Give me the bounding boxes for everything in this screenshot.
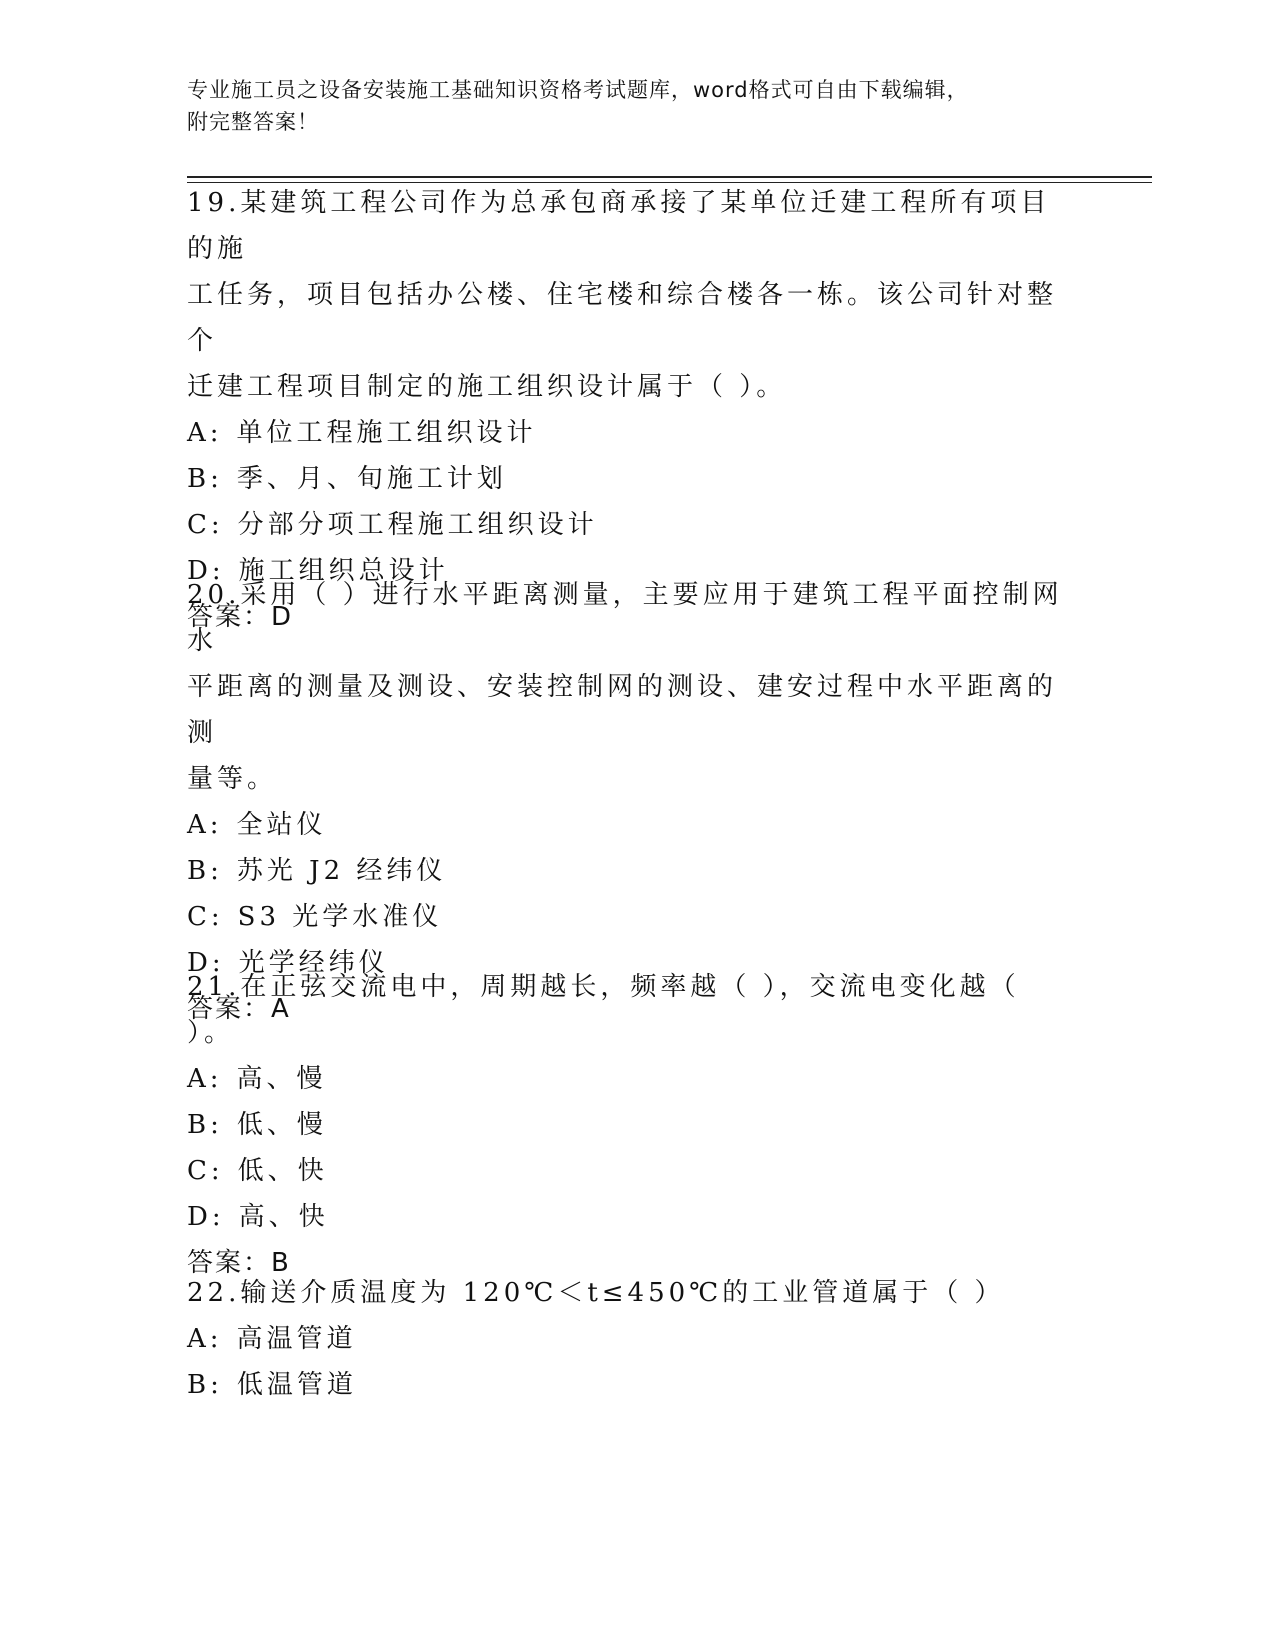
header-line-2: 附完整答案！ [187,110,319,134]
option-label: A: [187,1324,223,1354]
option-label: B: [187,856,223,886]
question-stem-line: 22.输送介质温度为 120℃＜t≤450℃的工业管道属于（ ） [187,1278,1005,1308]
question-20 [187,572,1067,1032]
option-label: A: [187,1064,223,1094]
answer-line: 答案：B [187,1248,291,1278]
option-d [187,1194,1067,1240]
option-label: D: [187,948,225,978]
question-21 [187,964,1067,1286]
option-text: 低温管道 [236,1370,357,1400]
option-text: 季、月、旬施工计划 [236,464,507,494]
option-label: C: [187,902,224,932]
option-label: B: [187,1370,223,1400]
option-text: 高、慢 [236,1064,327,1094]
option-c [187,1148,1067,1194]
option-a [187,1316,1067,1362]
option-label: B: [187,464,223,494]
option-text: 高温管道 [236,1324,357,1354]
option-text: 苏光 J2 经纬仪 [236,856,447,886]
question-stem-line: 20.采用（ ）进行水平距离测量，主要应用于建筑工程平面控制网水 [187,580,1063,656]
option-label: B: [187,1110,223,1140]
option-text: 单位工程施工组织设计 [236,418,537,448]
option-text: 分部分项工程施工组织设计 [237,510,598,540]
option-a [187,410,1067,456]
question-stem-line: 21.在正弦交流电中，周期越长，频率越（ ），交流电变化越（ ）。 [187,972,1020,1048]
option-text: 高、快 [238,1202,329,1232]
option-b [187,1362,1067,1408]
option-text: 施工组织总设计 [238,556,449,586]
question-stem-line: 量等。 [187,764,278,794]
option-b [187,848,1067,894]
option-label: A: [187,418,223,448]
question-stem-line: 平距离的测量及测设、安装控制网的测设、建安过程中水平距离的测 [187,672,1058,748]
option-text: 低、慢 [236,1110,327,1140]
option-label: D: [187,1202,225,1232]
option-text: 低、快 [237,1156,328,1186]
header-line-1: 专业施工员之设备安装施工基础知识资格考试题库，word格式可自由下载编辑， [187,78,969,102]
option-text: S3 光学水准仪 [237,902,443,932]
question-22 [187,1270,1067,1408]
option-b [187,456,1067,502]
question-19 [187,180,1067,640]
answer-line: 答案：A [187,994,291,1024]
header-divider-thick [187,176,1152,178]
option-b [187,1102,1067,1148]
answer-line: 答案：D [187,602,294,632]
option-a [187,802,1067,848]
option-text: 全站仪 [236,810,327,840]
option-label: D: [187,556,225,586]
option-c [187,502,1067,548]
option-label: C: [187,1156,224,1186]
document-header [187,74,1057,138]
question-stem-line: 19.某建筑工程公司作为总承包商承接了某单位迁建工程所有项目的施 [187,188,1051,264]
option-a [187,1056,1067,1102]
question-stem-line: 迁建工程项目制定的施工组织设计属于（ ）。 [187,372,787,402]
option-c [187,894,1067,940]
question-stem-line: 工任务，项目包括办公楼、住宅楼和综合楼各一栋。该公司针对整个 [187,280,1058,356]
option-label: C: [187,510,224,540]
option-text: 光学经纬仪 [238,948,389,978]
option-label: A: [187,810,223,840]
